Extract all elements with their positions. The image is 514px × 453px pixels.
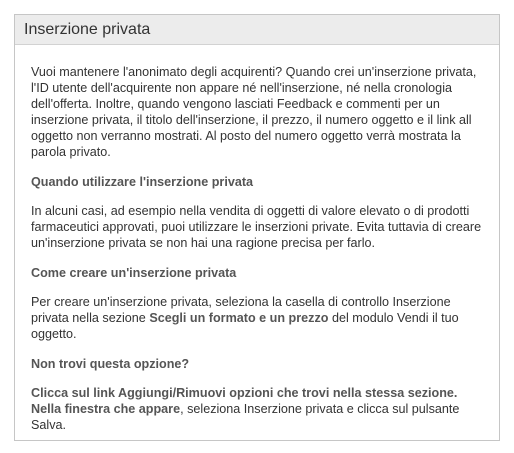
panel-title: Inserzione privata — [24, 21, 151, 38]
how-text-after: del modulo Vendi il tuo oggetto. — [31, 311, 459, 341]
panel-header — [15, 15, 499, 45]
section-heading-missing: Non trovi questa opzione? — [31, 357, 190, 371]
how-text-before: Per creare un'inserzione privata, seleziona la casella di controllo Inserzione privata nella sezione — [31, 295, 451, 325]
section-heading-how: Come creare un'inserzione privata — [31, 266, 237, 280]
intro-paragraph: Vuoi mantenere l'anonimato degli acquirenti? Quando crei un'inserzione privata, l'ID utente dell'acquirente non appare né nell'inserzione, né nella cronologia dell'offerta. Inoltre, quando vengono lasciati Feedback e commenti per un inserzione privata, il titolo dell'inserzione, il prezzo, il numero oggetto e il link all oggetto non verranno mostrati. Al posto del numero oggetto verrà mostrata la parola privato. — [31, 65, 477, 159]
section-text-when: In alcuni casi, ad esempio nella vendita di oggetti di valore elevato o di prodotti farmaceutici approvati, puoi utilizzare le inserzioni private. Evita tuttavia di creare un'inserzione privata se non hai una ragione precisa per farlo. — [31, 204, 482, 250]
missing-text-bold: Clicca sul link Aggiungi/Rimuovi opzioni che trovi nella stessa sezione. Nella finestra che appare — [31, 386, 458, 416]
section-heading-when: Quando utilizzare l'inserzione privata — [31, 175, 254, 189]
help-panel — [14, 14, 500, 441]
panel-body — [15, 45, 499, 433]
how-text-bold: Scegli un formato e un prezzo — [149, 311, 329, 325]
section-text-missing — [31, 385, 485, 433]
section-text-how — [31, 294, 485, 342]
missing-text-after: , seleziona Inserzione privata e clicca sul pulsante Salva. — [31, 402, 460, 432]
